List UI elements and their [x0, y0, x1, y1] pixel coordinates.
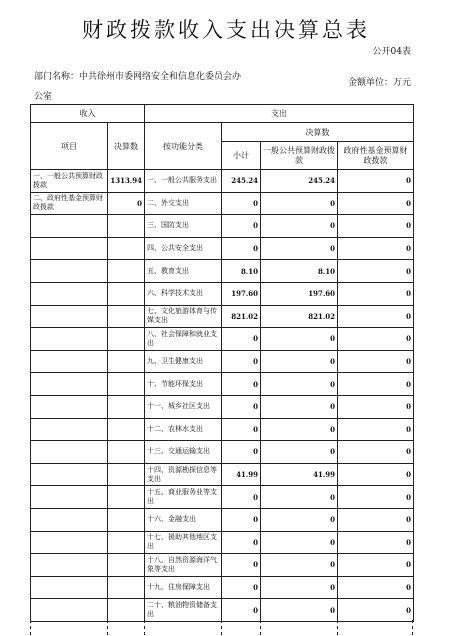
expenditure-item-cell: 二、外交支出: [145, 192, 222, 215]
income-item-cell: [31, 260, 108, 283]
function-class-header: 按功能分类: [145, 123, 222, 170]
table-row: [31, 215, 414, 238]
subtotal-cell: 0: [222, 192, 261, 215]
income-header: 收入: [31, 105, 145, 123]
expenditure-item-cell: 十五、商业服务业等支出: [145, 486, 222, 509]
expenditure-item-cell: 四、公共安全支出: [145, 237, 222, 260]
expenditure-header: 支出: [145, 105, 414, 123]
income-amount-cell: [108, 463, 145, 486]
fund-budget-cell: 0: [338, 508, 414, 531]
subtotal-cell: 0: [222, 350, 261, 373]
subtotal-cell: 0: [222, 576, 261, 599]
income-item-cell: [31, 418, 108, 441]
income-amount-cell: 0: [108, 192, 145, 215]
general-budget-cell: 821.02: [261, 305, 338, 328]
report-title: 财政拨款收入支出决算总表: [82, 18, 370, 42]
income-amount-cell: [108, 508, 145, 531]
subtotal-cell: 0: [222, 531, 261, 554]
income-item-cell: [31, 554, 108, 577]
table-row: [31, 305, 414, 328]
general-budget-cell: 0: [261, 395, 338, 418]
expenditure-item-cell: 八、社会保障和就业支出: [145, 328, 222, 351]
fund-budget-cell: 0: [338, 486, 414, 509]
expenditure-item-cell: 三、国防支出: [145, 215, 222, 238]
subtotal-cell: 0: [222, 395, 261, 418]
income-item-cell: [31, 373, 108, 396]
expenditure-item-cell: 十一、城乡社区支出: [145, 395, 222, 418]
income-item-cell: [31, 237, 108, 260]
income-item-cell: [31, 215, 108, 238]
table-row: [31, 508, 414, 531]
income-amount-cell: [108, 350, 145, 373]
table-row: [31, 554, 414, 577]
income-item-cell: [31, 531, 108, 554]
income-amount-cell: [108, 576, 145, 599]
expenditure-item-cell: 十八、自然资源海洋气象等支出: [145, 554, 222, 577]
table-row: [31, 463, 414, 486]
subtotal-cell: 0: [222, 486, 261, 509]
general-budget-cell: 0: [261, 486, 338, 509]
table-row: [31, 328, 414, 351]
general-budget-cell: 197.60: [261, 282, 338, 305]
table-row: [31, 192, 414, 215]
subtotal-cell: 0: [222, 373, 261, 396]
expenditure-item-cell: 二十、粮油物资储备支出: [145, 599, 222, 622]
general-budget-cell: 0: [261, 328, 338, 351]
income-item-cell: 二、政府性基金预算财政拨款: [31, 192, 108, 215]
general-budget-cell: 0: [261, 576, 338, 599]
fund-budget-cell: 0: [338, 215, 414, 238]
income-item-cell: [31, 486, 108, 509]
expenditure-item-cell: 九、卫生健康支出: [145, 350, 222, 373]
expenditure-item-cell: 一、一般公共服务支出: [145, 170, 222, 193]
income-amount-cell: [108, 328, 145, 351]
income-amount-cell: [108, 282, 145, 305]
general-budget-cell: 0: [261, 508, 338, 531]
income-amount-cell: [108, 418, 145, 441]
expenditure-item-cell: 十七、援助其他地区支出: [145, 531, 222, 554]
table-row: [31, 237, 414, 260]
table-row: [31, 599, 414, 622]
subtotal-cell: 8.10: [222, 260, 261, 283]
subtotal-cell: 0: [222, 237, 261, 260]
fund-budget-cell: 0: [338, 463, 414, 486]
subtotal-cell: 0: [222, 328, 261, 351]
fund-budget-header: 政府性基金预算财政拨款: [338, 142, 414, 170]
fund-budget-cell: 0: [338, 599, 414, 622]
subtotal-cell: 0: [222, 508, 261, 531]
general-budget-cell: 0: [261, 215, 338, 238]
general-budget-cell: 0: [261, 373, 338, 396]
table-row: [31, 395, 414, 418]
income-amount-cell: [108, 554, 145, 577]
fund-budget-cell: 0: [338, 282, 414, 305]
department-name: 部门名称：中共徐州市委网络安全和信息化委员会办公室: [34, 72, 242, 102]
income-amount-cell: 1313.94: [108, 170, 145, 193]
fund-budget-cell: 0: [338, 373, 414, 396]
form-code: 公开04表: [372, 47, 411, 57]
income-amount-cell: [108, 215, 145, 238]
subtotal-cell: 0: [222, 418, 261, 441]
fund-budget-cell: 0: [338, 418, 414, 441]
subtotal-cell: 0: [222, 441, 261, 464]
income-item-cell: [31, 282, 108, 305]
income-amount-header: 决算数: [108, 123, 145, 170]
income-item-cell: [31, 441, 108, 464]
general-budget-cell: 245.24: [261, 170, 338, 193]
income-item-cell: [31, 508, 108, 531]
table-row: [31, 418, 414, 441]
fund-budget-cell: 0: [338, 441, 414, 464]
fund-budget-cell: 0: [338, 576, 414, 599]
general-budget-cell: 0: [261, 418, 338, 441]
table-row: [31, 282, 414, 305]
general-budget-cell: 0: [261, 599, 338, 622]
subtotal-cell: 41.99: [222, 463, 261, 486]
income-amount-cell: [108, 599, 145, 622]
amount-unit: 金额单位：万元: [347, 78, 411, 88]
subtotal-cell: 0: [222, 215, 261, 238]
expenditure-item-cell: 十九、住房保障支出: [145, 576, 222, 599]
fund-budget-cell: 0: [338, 531, 414, 554]
fund-budget-cell: 0: [338, 395, 414, 418]
table-continuation: [30, 620, 413, 636]
general-budget-cell: 0: [261, 441, 338, 464]
fund-budget-cell: 0: [338, 350, 414, 373]
expenditure-item-cell: 十三、交通运输支出: [145, 441, 222, 464]
expenditure-item-cell: 七、文化旅游体育与传媒支出: [145, 305, 222, 328]
table-row: [31, 486, 414, 509]
income-amount-cell: [108, 441, 145, 464]
subtotal-cell: 197.60: [222, 282, 261, 305]
income-item-cell: [31, 328, 108, 351]
fund-budget-cell: 0: [338, 554, 414, 577]
expenditure-item-cell: 五、教育支出: [145, 260, 222, 283]
income-amount-cell: [108, 305, 145, 328]
fund-budget-cell: 0: [338, 328, 414, 351]
general-budget-cell: 8.10: [261, 260, 338, 283]
table-row: [31, 531, 414, 554]
item-header: 项目: [31, 123, 108, 170]
fund-budget-cell: 0: [338, 170, 414, 193]
income-item-cell: [31, 395, 108, 418]
subtotal-cell: 821.02: [222, 305, 261, 328]
budget-summary-table: [30, 104, 414, 622]
table-row: [31, 441, 414, 464]
income-item-cell: [31, 305, 108, 328]
table-row: [31, 170, 414, 193]
fund-budget-cell: 0: [338, 305, 414, 328]
general-budget-cell: 0: [261, 192, 338, 215]
table-row: [31, 576, 414, 599]
income-amount-cell: [108, 237, 145, 260]
subtotal-cell: 245.24: [222, 170, 261, 193]
income-item-cell: [31, 350, 108, 373]
expenditure-item-cell: 六、科学技术支出: [145, 282, 222, 305]
fund-budget-cell: 0: [338, 237, 414, 260]
income-amount-cell: [108, 395, 145, 418]
income-item-cell: [31, 576, 108, 599]
fund-budget-cell: 0: [338, 192, 414, 215]
income-item-cell: 一、一般公共预算财政拨款: [31, 170, 108, 193]
income-amount-cell: [108, 486, 145, 509]
general-budget-cell: 0: [261, 350, 338, 373]
table-row: [31, 350, 414, 373]
income-item-cell: [31, 463, 108, 486]
table-row: [31, 373, 414, 396]
general-budget-cell: 41.99: [261, 463, 338, 486]
fund-budget-cell: 0: [338, 260, 414, 283]
final-amount-group-header: 决算数: [222, 123, 414, 142]
general-budget-header: 一般公共预算财政拨款: [261, 142, 338, 170]
general-budget-cell: 0: [261, 531, 338, 554]
expenditure-item-cell: 十二、农林水支出: [145, 418, 222, 441]
table-row: [31, 260, 414, 283]
expenditure-item-cell: 十六、金融支出: [145, 508, 222, 531]
income-amount-cell: [108, 373, 145, 396]
expenditure-item-cell: 十四、资源勘探信息等支出: [145, 463, 222, 486]
income-item-cell: [31, 599, 108, 622]
subtotal-cell: 0: [222, 554, 261, 577]
income-amount-cell: [108, 260, 145, 283]
expenditure-item-cell: 十、节能环保支出: [145, 373, 222, 396]
income-amount-cell: [108, 531, 145, 554]
general-budget-cell: 0: [261, 237, 338, 260]
subtotal-cell: 0: [222, 599, 261, 622]
general-budget-cell: 0: [261, 554, 338, 577]
subtotal-header: 小计: [222, 142, 261, 170]
